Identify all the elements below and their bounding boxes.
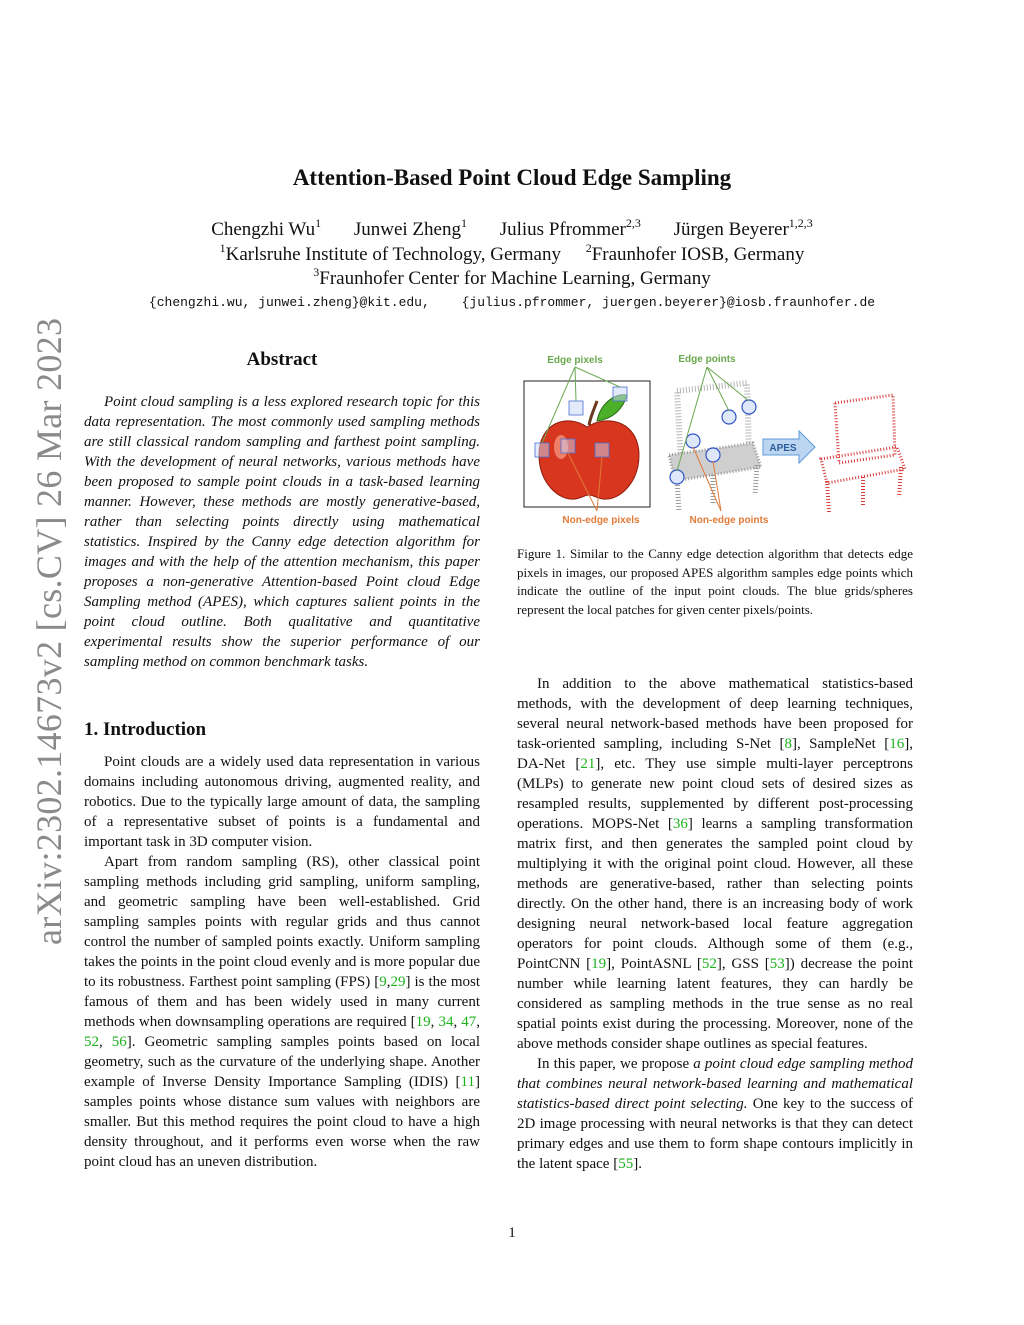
figure-caption: Figure 1. Similar to the Canny edge detection algorithm that detects edge pixels in images, our proposed APES algorithm samples edge points which indicate the outline of the input point clouds. The blue grids/spheres represent the local patches for given center pixels/points. [517,546,913,617]
apple-stem [589,401,597,425]
apple-body [539,421,639,499]
edge-points-label: Edge points [678,354,736,365]
pointer-line [575,367,576,401]
sphere-patch [742,400,756,414]
citation-link[interactable]: 53 [769,956,785,972]
citation-link[interactable]: 19 [415,1014,431,1030]
author: Julius Pfrommer$^{2,3}$ [499,216,641,240]
grid-patch [569,401,583,415]
paragraph: Point clouds are a widely used data representation in various domains including autonomous driving, augmented reality, and robotics. Due to the typically large amount of data, the sampling of a representative subset of points is a fundamental and important task in 3D computer vision. [84,754,480,850]
citation-link[interactable]: 34 [438,1014,454,1030]
section-heading: 1. Introduction [84,719,207,740]
citation-link[interactable]: 8 [784,736,792,752]
abstract-body [84,392,480,672]
affiliation-line [0,241,1024,266]
red-chair-pointcloud [821,395,905,513]
sphere-patch [670,470,684,484]
citation-link[interactable]: 55 [618,1156,634,1172]
right-column-body [517,674,913,1174]
email-line [0,295,1024,310]
citation-link[interactable]: 19 [591,956,607,972]
author-list [0,216,1024,241]
author: Jürgen Beyerer$^{1,2,3}$ [673,216,813,240]
email: {julius.pfrommer, juergen.beyerer}@iosb.fraunhofer.de [461,295,876,310]
author: Junwei Zheng$^1$ [353,216,467,240]
citation-link[interactable]: 9 [379,974,387,990]
figure-1 [517,343,913,535]
citation-link[interactable]: 21 [580,756,596,772]
grid-patch [595,443,609,457]
red-chair-back [835,395,895,463]
author: Chengzhi Wu$^1$ [211,216,322,240]
paper-title: Attention-Based Point Cloud Edge Sampling [292,165,732,190]
figure-1-illustration [517,343,913,535]
non-edge-pixels-label: Non-edge pixels [562,515,640,526]
grid-patch [561,439,575,453]
grid-patch [535,443,549,457]
paragraph: In addition to the above mathematical statistics-based methods, with the development of deep learning techniques, several neural network-based methods have been proposed for task-oriented sampling, including S-Net [8], SampleNet [16], DA-Net [21], etc. They use simple multi-layer perceptrons (MLPs) to generate new point cloud sets of desired sizes as resampled results, supplemented by different post-processing operations. MOPS-Net [36] learns a sampling transformation matrix first, and then generates the sampled point cloud by multiplying it with the original point cloud. However, all these methods are generative-based, rather than selecting points directly. On the other hand, there is an increasing body of work designing neural network-based local feature aggregation operators for point clouds. Although some of them (e.g., PointCNN [19], PointASNL [52], GSS [53]) decrease the point number while learning latent features, they can hardly be considered as sampling methods in the true sense as no real spatial points exist during the processing. Moreover, none of the above methods consider shape outlines as special features. [517,676,914,1052]
citation-link[interactable]: 52 [84,1034,99,1050]
citation-link[interactable]: 52 [701,956,717,972]
grid-patch [613,387,627,401]
paragraph: In this paper, we propose a point cloud edge sampling method that combines neural network-based learning and mathematical statistics-based direct point selecting. One key to the success of 2D image processing with neural networks is that they can detect primary edges and use them to form shape contours implicitly in the latent space [55]. [517,1056,914,1172]
red-chair-legs [827,467,901,513]
apes-label: APES [769,443,797,454]
citation-link[interactable]: 47 [461,1014,477,1030]
email: {chengzhi.wu, junwei.zheng}@kit.edu, [148,295,430,310]
sphere-patch [706,448,720,462]
citation-link[interactable]: 16 [889,736,905,752]
affiliation: $^3$Fraunhofer Center for Machine Learning, Germany [313,265,711,289]
edge-pixels-label: Edge pixels [547,355,603,366]
pointer-line [575,367,620,387]
affiliation: $^2$Fraunhofer IOSB, Germany [585,241,805,265]
citation-link[interactable]: 11 [460,1074,475,1090]
sphere-patch [722,410,736,424]
citation-link[interactable]: 36 [672,816,688,832]
non-edge-points-label: Non-edge points [689,515,769,526]
paragraph: Apart from random sampling (RS), other classical point sampling methods including grid sampling, uniform sampling, and geometric sampling have been well-established. Grid sampling samples points with regular grids and thus cannot control the number of sampled points exactly. Uniform sampling takes the points in the point cloud evenly and is more popular due to its robustness. Farthest point sampling (FPS) [9,29] is the most famous of them and has been widely used in many current methods when downsampling operations are required [19, 34, 47, 52, 56]. Geometric sampling samples points based on local geometry, such as the curvature of the underlying shape. Another example of Inverse Density Importance Sampling (IDIS) [11] samples points whose distance sum values with neighbors are smaller. But this method requires the point cloud to have a high density throughout, and it performs even worse when the raw point cloud has an uneven distribution. [84,854,481,1170]
abstract-heading: Abstract [246,349,318,370]
abstract-text: Point cloud sampling is a less explored research topic for this data representation. The most commonly used sampling methods are still classical random sampling and farthest point sampling. With the development of neural networks, various methods have been proposed to sample point clouds in a task-based learning manner. However, these methods are mostly generative-based, rather than selecting points directly using mathematical statistics. Inspired by the Canny edge detection algorithm for images and with the help of the attention mechanism, this paper proposes a non-generative Attention-based Point cloud Edge Sampling method (APES), which captures salient points in the point cloud outline. Both qualitative and quantitative experimental results show the superior performance of our sampling method on common benchmark tasks. [84,394,480,670]
affiliation-line [0,265,1024,290]
sphere-patch [686,434,700,448]
citation-link[interactable]: 29 [390,974,406,990]
introduction-body [84,752,480,1172]
page-number: 1 [508,1225,516,1241]
affiliation: $^1$Karlsruhe Institute of Technology, Germany [219,241,561,265]
citation-link[interactable]: 56 [111,1034,127,1050]
arxiv-stamp: arXiv:2302.14673v2 [cs.CV] 26 Mar 2023 [29,317,69,945]
